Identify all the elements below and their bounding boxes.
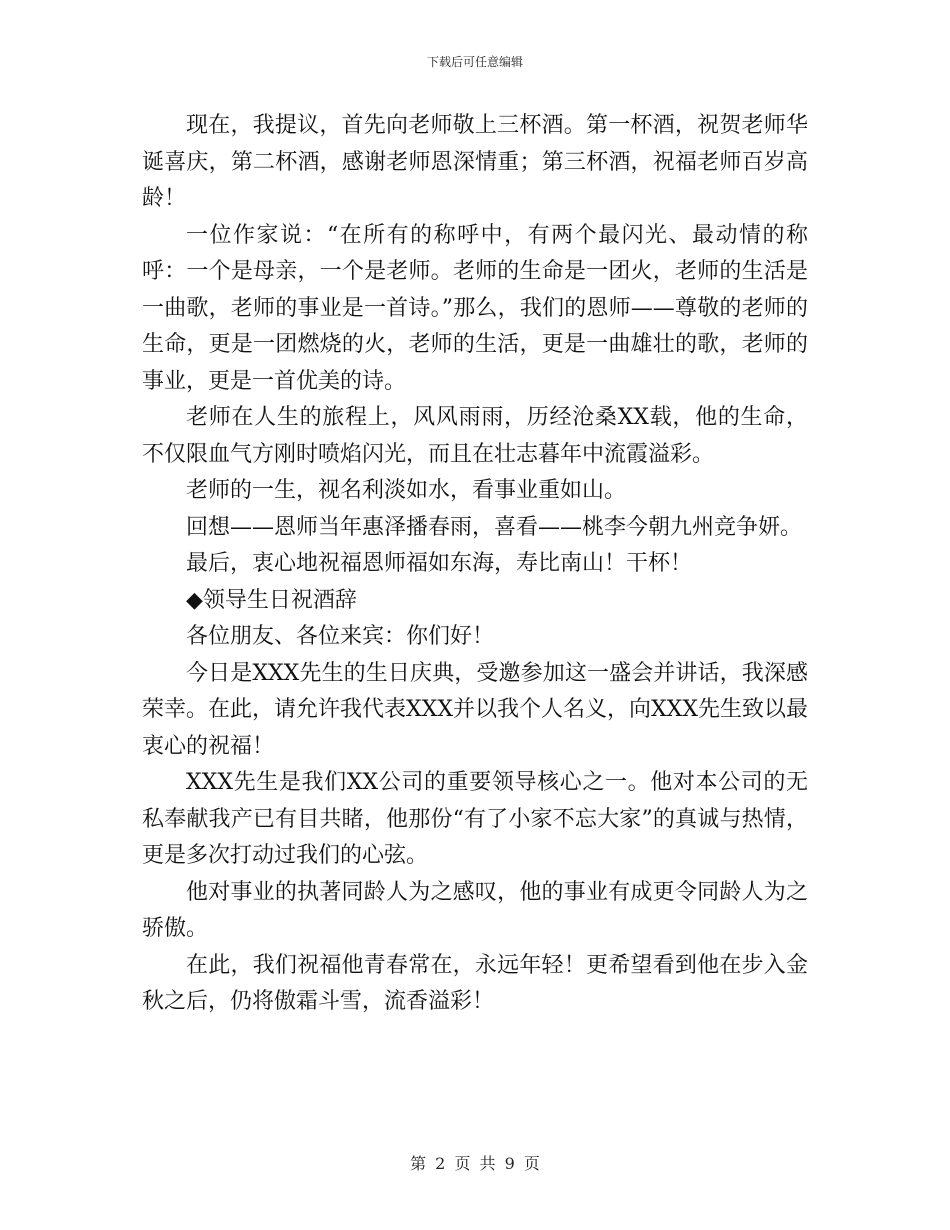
salutation: 各位朋友、各位来宾：你们好！	[186, 624, 495, 649]
paragraph: 现在，我提议，首先向老师敬上三杯酒。第一杯酒，祝贺老师华诞喜庆，第二杯酒，感谢老师恩深情重；第三杯酒，祝福老师百岁高龄！	[142, 113, 808, 211]
paragraph: 一位作家说：“在所有的称呼中，有两个最闪光、最动情的称呼：一个是母亲，一个是老师。老师的生命是一团火，老师的生活是一曲歌，老师的事业是一首诗。”那么，我们的恩师——尊敬的老师的生命，更是一团燃烧的火，老师的生活，更是一曲雄壮的歌，老师的事业，更是一首优美的诗。	[142, 222, 808, 394]
paragraph: XXX先生是我们XX公司的重要领导核心之一。他对本公司的无私奉献我产已有目共睹，他那份“有了小家不忘大家”的真诚与热情，更是多次打动过我们的心弦。	[142, 770, 808, 868]
paragraph: 老师的一生，视名利淡如水，看事业重如山。	[186, 478, 627, 503]
paragraph: 今日是XXX先生的生日庆典，受邀参加这一盛会并讲话，我深感荣幸。在此，请允许我代表XXX并以我个人名义，向XXX先生致以最衷心的祝福！	[142, 660, 808, 759]
paragraph: 回想——恩师当年惠泽播春雨，喜看——桃李今朝九州竞争妍。	[186, 514, 803, 540]
paragraph: 老师在人生的旅程上，风风雨雨，历经沧桑XX载，他的生命，不仅限血气方刚时喷焰闪光，而且在壮志暮年中流霞溢彩。	[142, 405, 808, 467]
paragraph: 在此，我们祝福他青春常在，永远年轻！更希望看到他在步入金秋之后，仍将傲霜斗雪，流香溢彩！	[142, 952, 808, 1014]
section-heading: ◆领导生日祝酒辞	[186, 587, 357, 613]
page-number-footer: 第 2 页 共 9 页	[410, 1154, 540, 1173]
page-header: 下载后可任意编辑	[426, 55, 523, 69]
paragraph: 最后，衷心地祝福恩师福如东海，寿比南山！干杯！	[186, 551, 693, 576]
document-body	[142, 108, 808, 1021]
paragraph: 他对事业的执著同龄人为之感叹，他的事业有成更令同龄人为之骄傲。	[142, 879, 808, 941]
